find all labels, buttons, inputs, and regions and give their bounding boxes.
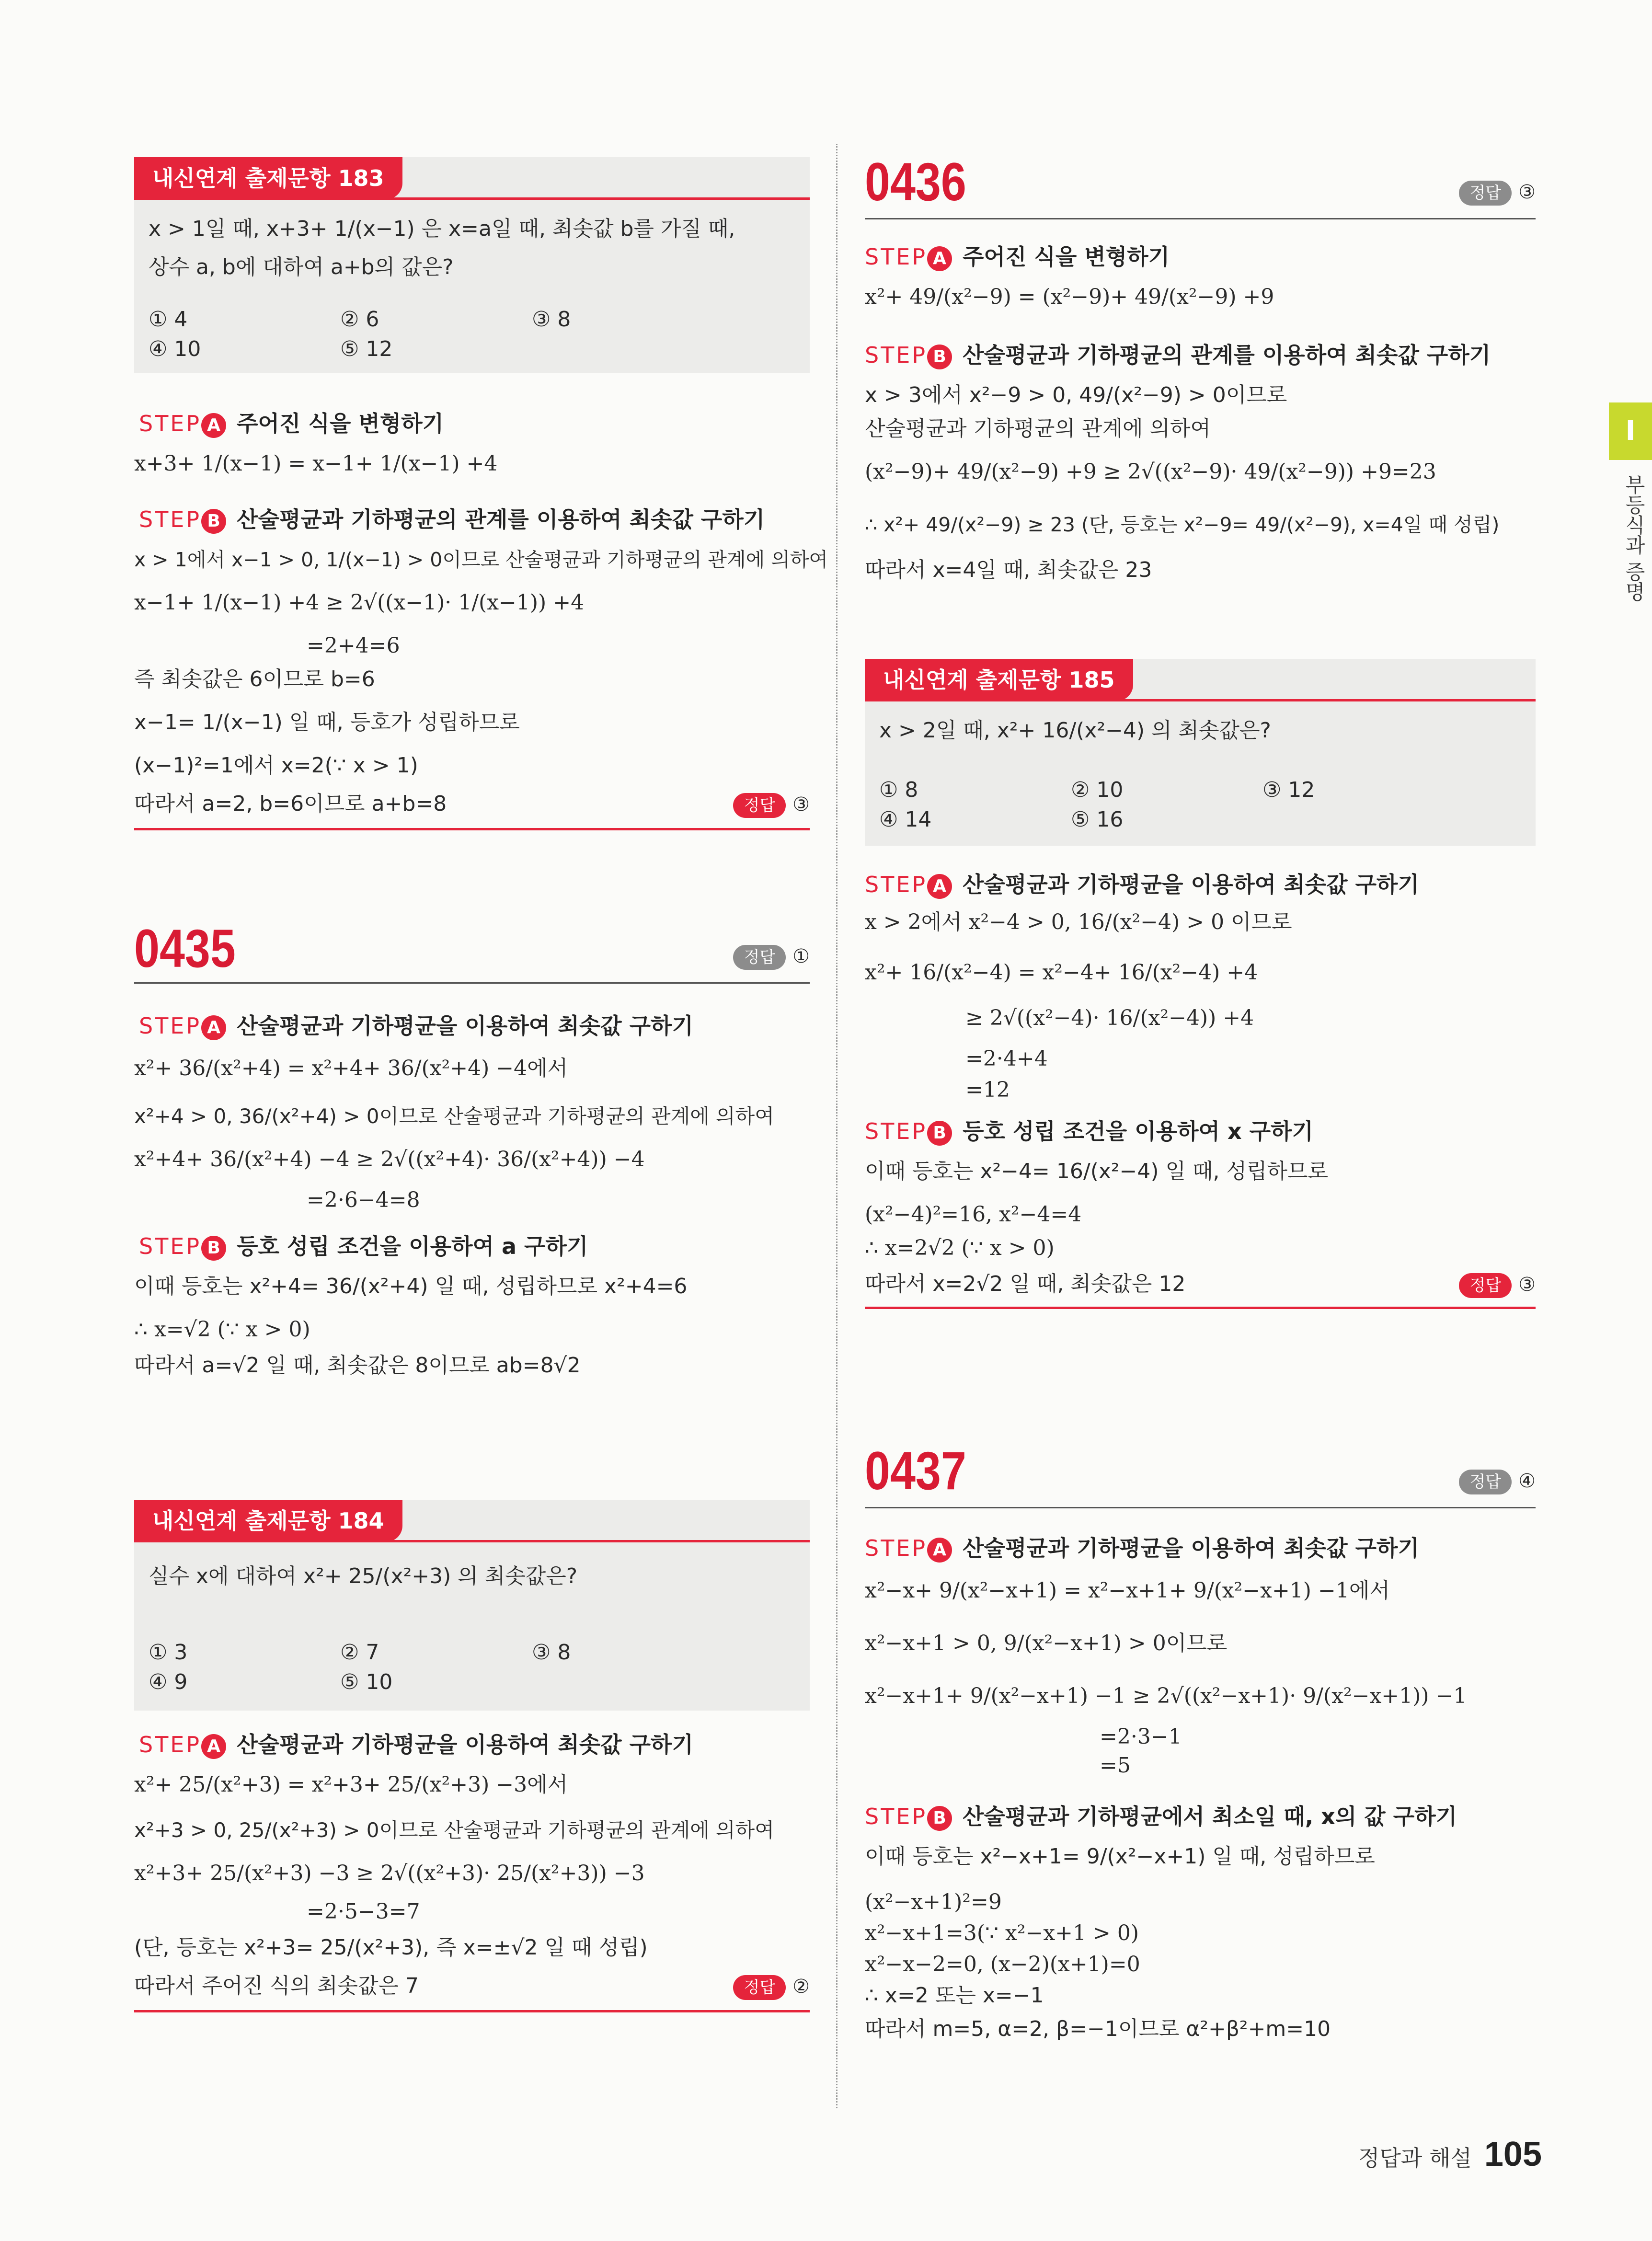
question-0436	[865, 153, 1536, 613]
solution-line: =12	[965, 1078, 1010, 1102]
answer-label: 정답	[733, 793, 786, 818]
question-line: 상수 a, b에 대하여 a+b의 값은?	[149, 255, 454, 279]
problem-184	[134, 1500, 810, 2051]
step-title: 산술평균과 기하평균의 관계를 이용하여 최솟값 구하기	[963, 342, 1491, 368]
step-b-mark: B	[201, 1236, 226, 1261]
column-divider	[836, 144, 837, 2108]
solution-line: 이때 등호는 x²−x+1= 9/(x²−x+1) 일 때, 성립하므로	[865, 1844, 1375, 1869]
problem-185	[865, 659, 1536, 1378]
step-title: 산술평균과 기하평균을 이용하여 최솟값 구하기	[237, 1732, 693, 1758]
step-title: 산술평균과 기하평균을 이용하여 최솟값 구하기	[963, 872, 1419, 897]
chapter-tab: I	[1609, 402, 1652, 460]
solution-line: ≥ 2√((x²−4)· 16/(x²−4)) +4	[965, 1006, 1254, 1030]
step-title: 등호 성립 조건을 이용하여 a 구하기	[237, 1233, 588, 1259]
step-a-heading	[139, 1011, 693, 1041]
solution-line: x²+ 25/(x²+3) = x²+3+ 25/(x²+3) −3에서	[134, 1772, 568, 1797]
step-b-heading	[865, 340, 1491, 370]
solution-line: x > 1에서 x−1 > 0, 1/(x−1) > 0이므로 산술평균과 기하평균의 관계에 의하여	[134, 548, 828, 571]
choice-1: ① 3	[149, 1640, 188, 1665]
section-rule	[134, 828, 810, 830]
tag-underline	[134, 197, 810, 200]
step-title: 산술평균과 기하평균의 관계를 이용하여 최솟값 구하기	[237, 506, 765, 532]
solution-line: 따라서 a=2, b=6이므로 a+b=8	[134, 792, 447, 816]
solution-line: x+3+ 1/(x−1) = x−1+ 1/(x−1) +4	[134, 451, 498, 476]
answer-value: ④	[1518, 1470, 1536, 1492]
solution-line: 따라서 x=2√2 일 때, 최솟값은 12	[865, 1272, 1186, 1296]
step-word: STEP	[865, 244, 928, 270]
answer-label: 정답	[1459, 1273, 1512, 1298]
solution-line: 따라서 x=4일 때, 최솟값은 23	[865, 558, 1152, 582]
solution-line: x²+4 > 0, 36/(x²+4) > 0이므로 산술평균과 기하평균의 관계에 의하여	[134, 1104, 774, 1128]
question-number: 0435	[134, 919, 236, 978]
solution-line: 따라서 a=√2 일 때, 최솟값은 8이므로 ab=8√2	[134, 1353, 581, 1378]
tag-underline	[865, 699, 1536, 701]
solution-line: x−1= 1/(x−1) 일 때, 등호가 성립하므로	[134, 710, 520, 735]
solution-line: 즉 최솟값은 6이므로 b=6	[134, 667, 375, 691]
page-number: 105	[1484, 2135, 1542, 2173]
solution-line: =2·6−4=8	[307, 1188, 420, 1212]
step-a-mark: A	[927, 1538, 952, 1563]
choice-2: ② 7	[340, 1640, 379, 1665]
step-title: 산술평균과 기하평균에서 최소일 때, x의 값 구하기	[963, 1804, 1457, 1829]
step-b-mark: B	[927, 1121, 952, 1146]
step-a-mark: A	[201, 1015, 226, 1040]
solution-line: x²+ 49/(x²−9) = (x²−9)+ 49/(x²−9) +9	[865, 285, 1274, 309]
tab-tag	[865, 659, 1133, 701]
tag-number: 183	[338, 165, 384, 191]
choice-1: ① 8	[879, 778, 918, 802]
tab-label: 내신연계 출제문항	[152, 165, 331, 191]
step-b-heading	[865, 1802, 1457, 1831]
choice-2: ② 6	[340, 307, 379, 332]
step-a-heading	[139, 1730, 693, 1759]
answer-value: ①	[792, 945, 810, 967]
step-title: 산술평균과 기하평균을 이용하여 최솟값 구하기	[237, 1013, 693, 1039]
step-word: STEP	[865, 1804, 928, 1829]
solution-line: (x²−x+1)²=9	[865, 1890, 1002, 1914]
solution-line: x²−x−2=0, (x−2)(x+1)=0	[865, 1952, 1140, 1977]
step-a-heading	[865, 242, 1170, 272]
step-a-mark: A	[201, 1734, 226, 1759]
step-a-mark: A	[201, 413, 226, 438]
step-b-mark: B	[927, 345, 952, 369]
solution-line: x²+3+ 25/(x²+3) −3 ≥ 2√((x²+3)· 25/(x²+3)) −3	[134, 1861, 645, 1885]
step-word: STEP	[865, 1118, 928, 1144]
question-line: x > 2일 때, x²+ 16/(x²−4) 의 최솟값은?	[879, 718, 1271, 743]
solution-line: =2·3−1	[1100, 1724, 1182, 1749]
heading-rule	[865, 1507, 1536, 1508]
choice-4: ④ 10	[149, 337, 201, 361]
solution-line: =2·4+4	[965, 1046, 1048, 1071]
solution-line: (x²−4)²=16, x²−4=4	[865, 1202, 1082, 1227]
page-footer	[1358, 2135, 1542, 2174]
step-title: 주어진 식을 변형하기	[963, 244, 1170, 270]
step-a-mark: A	[927, 246, 952, 271]
solution-line: x > 3에서 x²−9 > 0, 49/(x²−9) > 0이므로	[865, 383, 1287, 407]
solution-line: ∴ x=√2 (∵ x > 0)	[134, 1317, 310, 1342]
question-0435	[134, 920, 810, 1557]
step-b-heading	[139, 1231, 588, 1261]
step-a-heading	[139, 409, 444, 438]
choice-2: ② 10	[1071, 778, 1124, 802]
heading-rule	[134, 982, 810, 984]
solution-line: (x−1)²=1에서 x=2(∵ x > 1)	[134, 753, 418, 778]
question-number: 0436	[865, 152, 966, 212]
solution-line: ∴ x²+ 49/(x²−9) ≥ 23 (단, 등호는 x²−9= 49/(x²−9), x=4일 때 성립)	[865, 513, 1500, 536]
solution-line: 따라서 주어진 식의 최솟값은 7	[134, 1974, 419, 1998]
solution-line: 산술평균과 기하평균의 관계에 의하여	[865, 416, 1211, 441]
choice-1: ① 4	[149, 307, 188, 332]
step-word: STEP	[865, 1535, 928, 1561]
tab-label: 내신연계 출제문항	[883, 667, 1061, 693]
step-a-heading	[865, 1533, 1419, 1563]
solution-line: x²+ 16/(x²−4) = x²−4+ 16/(x²−4) +4	[865, 960, 1258, 985]
chapter-label: 부등식과 증명	[1622, 474, 1646, 602]
problem-183	[134, 157, 828, 847]
question-number: 0437	[865, 1441, 966, 1501]
answer-badge	[1459, 180, 1536, 206]
tab-tag	[134, 157, 402, 199]
solution-line: =5	[1100, 1753, 1131, 1778]
choice-4: ④ 14	[879, 807, 932, 832]
solution-line: x²−x+1+ 9/(x²−x+1) −1 ≥ 2√((x²−x+1)· 9/(x²−x+1)) −1	[865, 1684, 1467, 1708]
solution-line: x−1+ 1/(x−1) +4 ≥ 2√((x−1)· 1/(x−1)) +4	[134, 590, 585, 615]
footer-label: 정답과 해설	[1358, 2145, 1472, 2171]
choice-5: ⑤ 12	[340, 337, 393, 361]
answer-value: ③	[1518, 1274, 1536, 1296]
solution-line: (x²−9)+ 49/(x²−9) +9 ≥ 2√((x²−9)· 49/(x²−9)) +9=23	[865, 460, 1436, 484]
answer-label: 정답	[733, 945, 786, 970]
solution-line: x²+3 > 0, 25/(x²+3) > 0이므로 산술평균과 기하평균의 관계에 의하여	[134, 1818, 774, 1842]
answer-badge	[1459, 1469, 1536, 1494]
step-b-heading	[139, 505, 765, 534]
answer-badge	[733, 944, 810, 970]
solution-line: 이때 등호는 x²+4= 36/(x²+4) 일 때, 성립하므로 x²+4=6	[134, 1274, 688, 1299]
step-word: STEP	[139, 1013, 202, 1039]
solution-line: ∴ x=2√2 (∵ x > 0)	[865, 1236, 1055, 1260]
solution-line: x²−x+1 > 0, 9/(x²−x+1) > 0이므로	[865, 1631, 1228, 1655]
answer-badge	[733, 792, 810, 818]
solution-line: x²+ 36/(x²+4) = x²+4+ 36/(x²+4) −4에서	[134, 1056, 568, 1080]
tag-number: 184	[338, 1508, 384, 1534]
step-word: STEP	[139, 411, 202, 437]
step-b-mark: B	[201, 509, 226, 534]
solution-line: =2+4=6	[307, 633, 400, 658]
question-0437	[865, 1442, 1536, 2065]
tab-tag	[134, 1500, 402, 1542]
solution-line: =2·5−3=7	[307, 1899, 420, 1924]
answer-label: 정답	[1459, 1470, 1512, 1494]
heading-rule	[865, 218, 1536, 219]
solution-line: (단, 등호는 x²+3= 25/(x²+3), 즉 x=±√2 일 때 성립)	[134, 1935, 648, 1960]
solution-line: x²+4+ 36/(x²+4) −4 ≥ 2√((x²+4)· 36/(x²+4)) −4	[134, 1147, 645, 1172]
step-word: STEP	[865, 872, 928, 897]
question-line: 실수 x에 대하여 x²+ 25/(x²+3) 의 최솟값은?	[149, 1564, 578, 1588]
step-word: STEP	[139, 1732, 202, 1758]
choice-3: ③ 12	[1262, 778, 1315, 802]
solution-line: x²−x+ 9/(x²−x+1) = x²−x+1+ 9/(x²−x+1) −1에서	[865, 1578, 1390, 1603]
step-b-heading	[865, 1116, 1313, 1146]
tag-number: 185	[1068, 667, 1115, 693]
step-title: 주어진 식을 변형하기	[237, 411, 444, 437]
choice-3: ③ 8	[532, 1640, 571, 1665]
tag-underline	[134, 1540, 810, 1542]
answer-label: 정답	[1459, 181, 1512, 206]
step-title: 산술평균과 기하평균을 이용하여 최솟값 구하기	[963, 1535, 1419, 1561]
solution-line: x²−x+1=3(∵ x²−x+1 > 0)	[865, 1921, 1139, 1945]
choice-5: ⑤ 16	[1071, 807, 1124, 832]
answer-value: ③	[792, 793, 810, 816]
tab-label: 내신연계 출제문항	[152, 1508, 331, 1534]
step-word: STEP	[139, 1233, 202, 1259]
section-rule	[865, 1307, 1536, 1309]
answer-value: ③	[1518, 181, 1536, 203]
question-line: x > 1일 때, x+3+ 1/(x−1) 은 x=a일 때, 최솟값 b를 가질 때,	[149, 217, 735, 241]
solution-line: 따라서 m=5, α=2, β=−1이므로 α²+β²+m=10	[865, 2017, 1331, 2041]
answer-badge	[1459, 1272, 1536, 1298]
choice-4: ④ 9	[149, 1670, 188, 1694]
solution-line: 이때 등호는 x²−4= 16/(x²−4) 일 때, 성립하므로	[865, 1159, 1329, 1184]
step-a-heading	[865, 870, 1419, 899]
answer-label: 정답	[733, 1975, 786, 2000]
answer-value: ②	[792, 1976, 810, 1998]
choice-5: ⑤ 10	[340, 1670, 393, 1694]
step-word: STEP	[139, 506, 202, 532]
step-a-mark: A	[927, 874, 952, 899]
choice-3: ③ 8	[532, 307, 571, 332]
section-rule	[134, 2010, 810, 2012]
step-b-mark: B	[927, 1806, 952, 1831]
step-title: 등호 성립 조건을 이용하여 x 구하기	[963, 1118, 1313, 1144]
step-word: STEP	[865, 342, 928, 368]
solution-line: ∴ x=2 또는 x=−1	[865, 1983, 1044, 2008]
solution-line: x > 2에서 x²−4 > 0, 16/(x²−4) > 0 이므로	[865, 910, 1292, 934]
answer-badge	[733, 1974, 810, 2000]
